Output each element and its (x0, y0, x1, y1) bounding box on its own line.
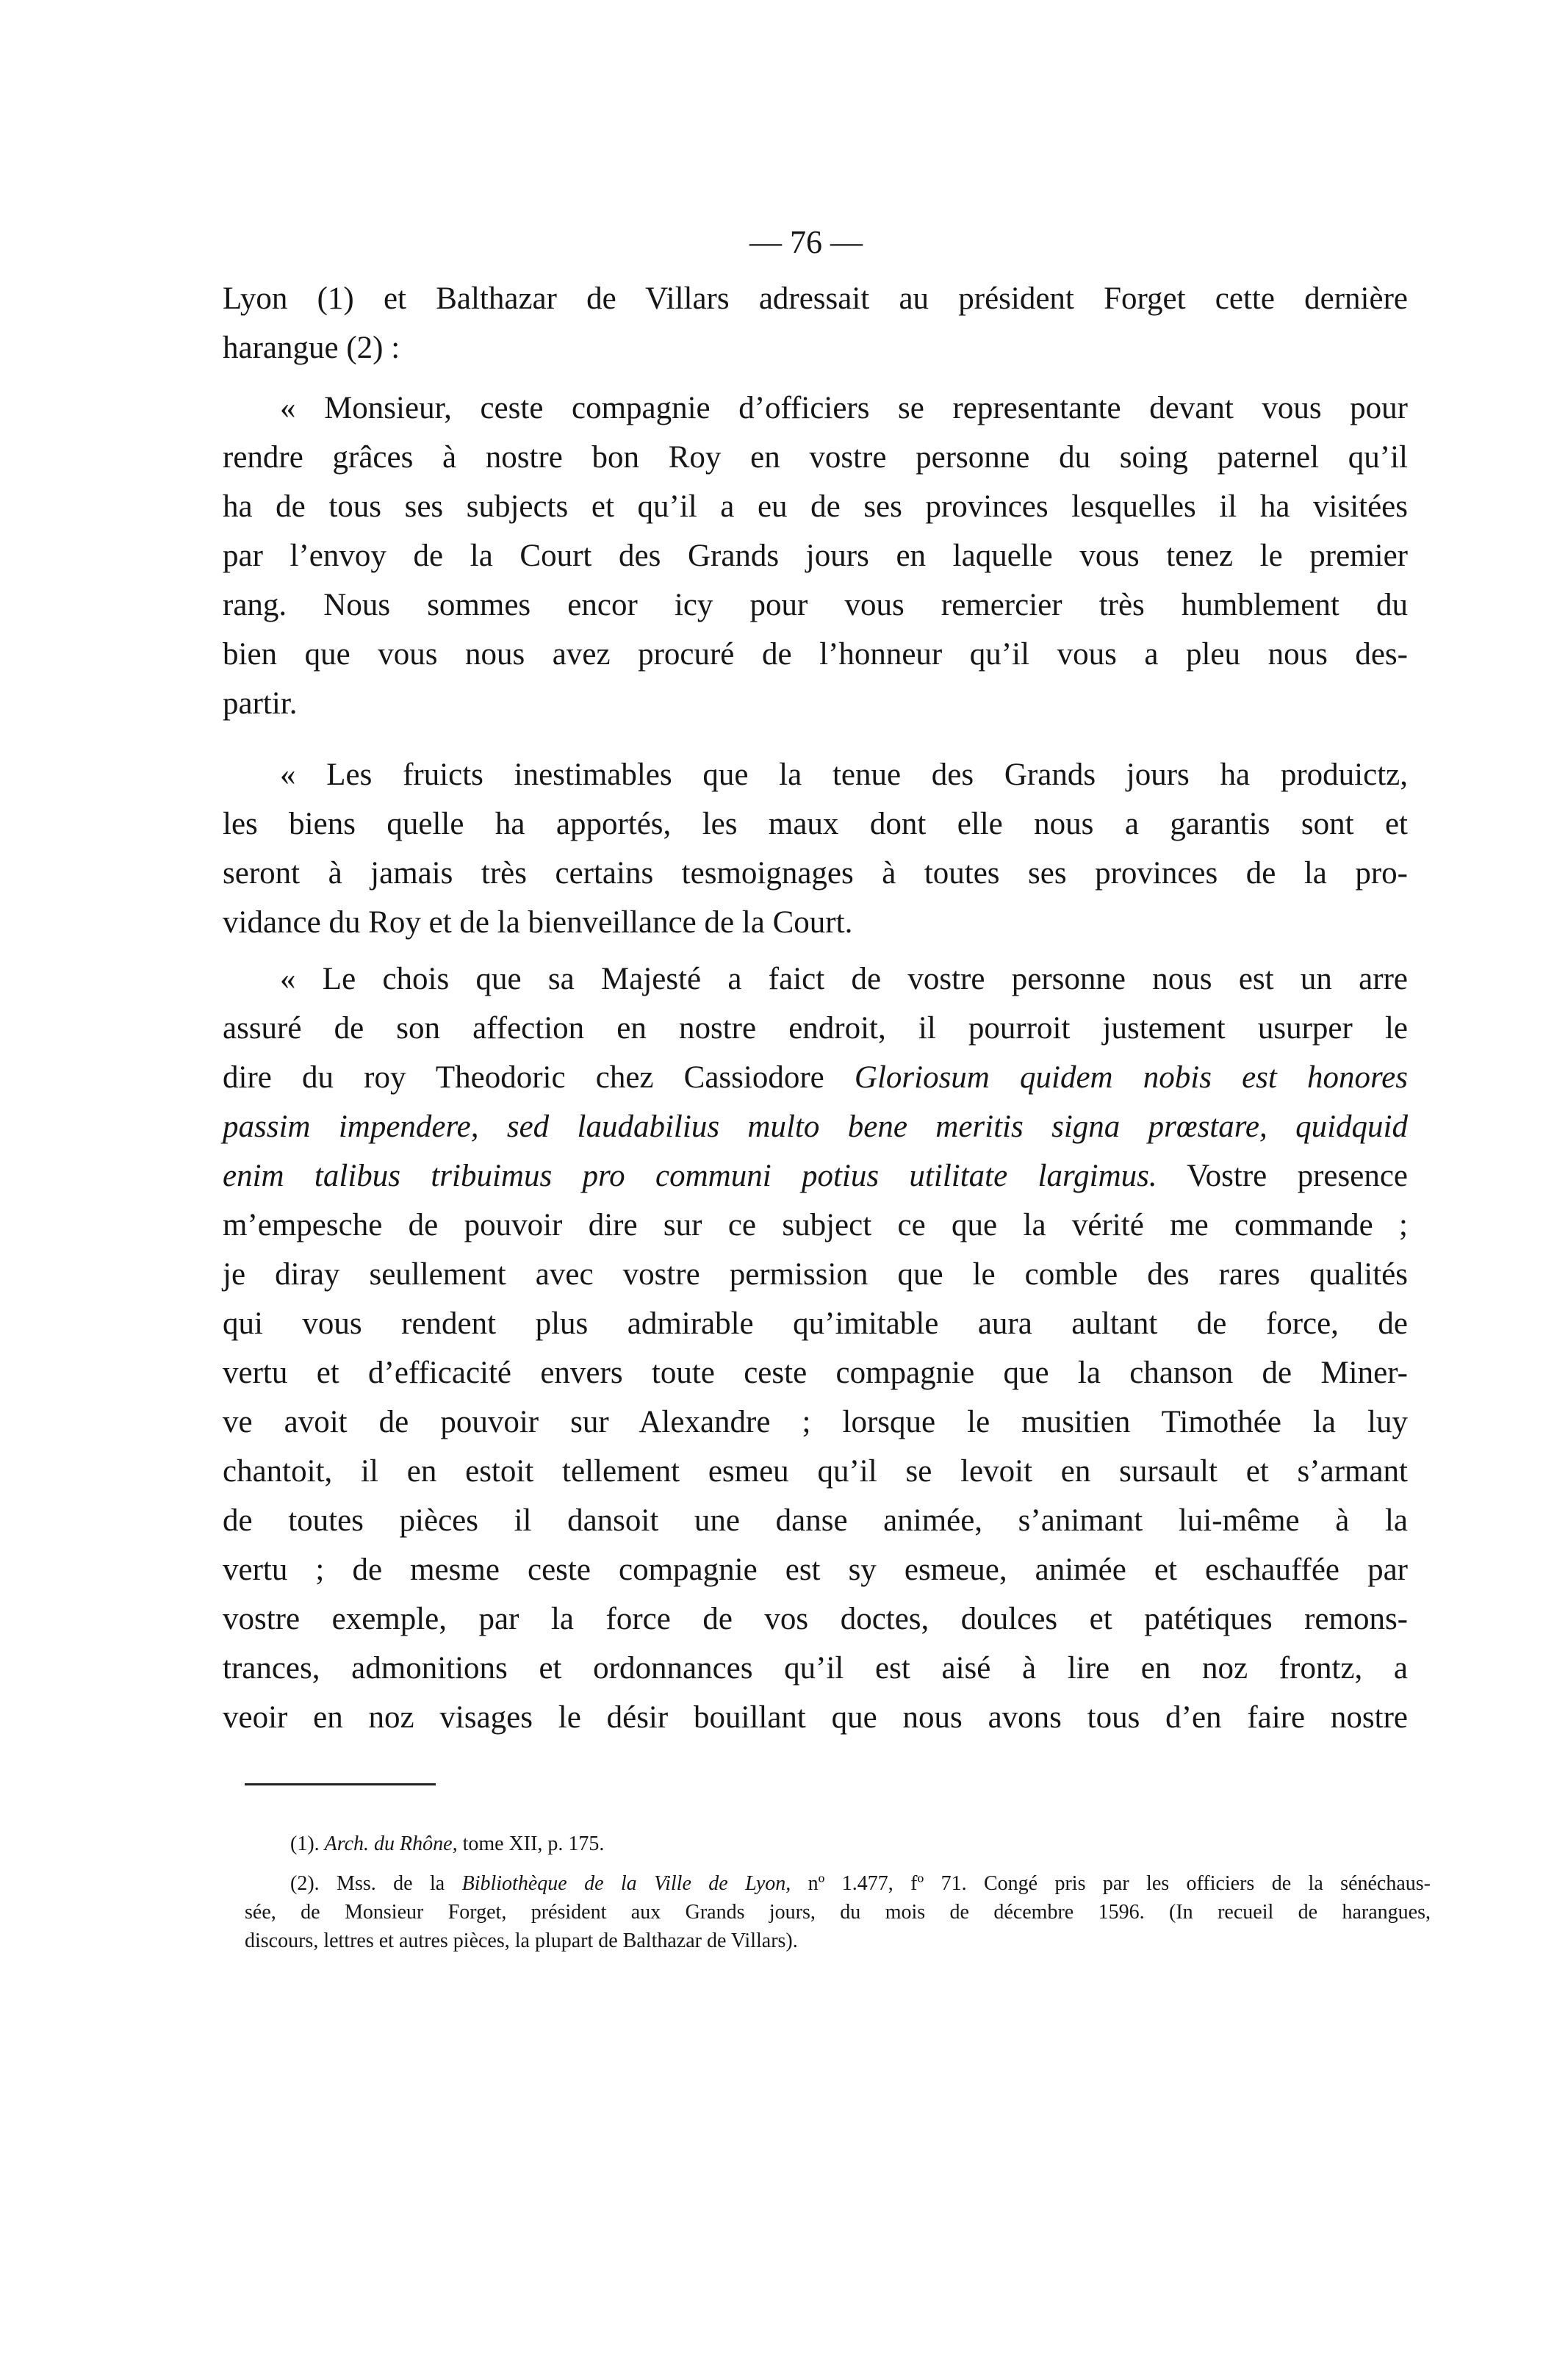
text-run: veoir en noz visages le désir bouillant que nous avons tous d’en faire nostre (223, 1700, 1408, 1735)
text-run: « Le chois que sa Majesté a faict de vostre personne nous est un arre (280, 962, 1408, 996)
text-run: sée, de Monsieur Forget, président aux Grands jours, du mois de décembre 1596. (In recueil de harangues, (245, 1901, 1431, 1924)
text-run: vertu et d’efficacité envers toute ceste compagnie que la chanson de Miner- (223, 1356, 1408, 1390)
text-run: harangue (2) : (223, 331, 400, 365)
text-run: de toutes pièces il dansoit une danse animée, s’animant lui-même à la (223, 1503, 1408, 1538)
footnote (245, 1869, 1431, 1955)
text-line (223, 1496, 1408, 1545)
text-run: trances, admonitions et ordonnances qu’il est aisé à lire en noz frontz, a (223, 1651, 1408, 1686)
text-line (223, 1299, 1408, 1348)
text-line (223, 954, 1408, 1004)
text-line (223, 274, 1408, 323)
text-line (223, 679, 1408, 728)
text-line (245, 1869, 1431, 1898)
text-run: les biens quelle ha apportés, les maux dont elle nous a garantis sont et (223, 807, 1408, 841)
italic-text: Gloriosum quidem nobis est honores (854, 1060, 1408, 1095)
text-run: Vostre presence (1157, 1159, 1408, 1193)
text-run: rendre grâces à nostre bon Roy en vostre personne du soing paternel qu’il (223, 440, 1408, 475)
text-line (223, 1102, 1408, 1151)
text-line (223, 750, 1408, 799)
text-line (223, 898, 1408, 947)
text-line (223, 630, 1408, 679)
text-line (223, 531, 1408, 580)
text-line (223, 1151, 1408, 1201)
text-line (223, 1004, 1408, 1053)
text-line (223, 482, 1408, 531)
paragraph (223, 384, 1408, 728)
text-run: tome XII, p. 175. (457, 1832, 605, 1855)
text-line (223, 323, 1408, 373)
text-run: Lyon (1) et Balthazar de Villars adressait au président Forget cette dernière (223, 281, 1408, 316)
text-line (223, 1250, 1408, 1299)
text-line (245, 1830, 1431, 1858)
paragraph (223, 274, 1408, 373)
text-line (223, 1693, 1408, 1742)
text-run: chantoit, il en estoit tellement esmeu qu’il se levoit en sursault et s’armant (223, 1454, 1408, 1489)
italic-text: Bibliothèque de la Ville de Lyon, (461, 1872, 791, 1895)
text-run: « Les fruicts inestimables que la tenue des Grands jours ha produictz, (280, 758, 1408, 792)
text-line (223, 384, 1408, 433)
text-run: m’empesche de pouvoir dire sur ce subject ce que la vérité me commande ; (223, 1208, 1408, 1242)
text-line (223, 433, 1408, 482)
text-run: (1). (290, 1832, 325, 1855)
text-run: partir. (223, 686, 298, 721)
text-line (223, 1545, 1408, 1594)
body-text (223, 274, 1408, 1742)
text-line (223, 1644, 1408, 1693)
text-run: dire du roy Theodoric chez Cassiodore (223, 1060, 855, 1095)
footnotes (245, 1830, 1431, 1955)
text-run: rang. Nous sommes encor icy pour vous remercier très humblement du (223, 588, 1408, 622)
footnote (245, 1830, 1431, 1858)
text-run: nº 1.477, fº 71. Congé pris par les officiers de la sénéchaus- (791, 1872, 1431, 1895)
text-run: vostre exemple, par la force de vos doctes, doulces et patétiques remons- (223, 1602, 1408, 1636)
text-line (223, 1398, 1408, 1447)
text-run: par l’envoy de la Court des Grands jours en laquelle vous tenez le premier (223, 539, 1408, 573)
text-run: vertu ; de mesme ceste compagnie est sy esmeue, animée et eschauffée par (223, 1553, 1408, 1587)
text-run: ha de tous ses subjects et qu’il a eu de ses provinces lesquelles il ha visitées (223, 489, 1408, 524)
text-run: (2). Mss. de la (290, 1872, 462, 1895)
italic-text: enim talibus tribuimus pro communi potius utilitate largimus. (223, 1159, 1157, 1193)
text-run: bien que vous nous avez procuré de l’honneur qu’il vous a pleu nous des- (223, 637, 1408, 672)
text-run: « Monsieur, ceste compagnie d’officiers se representante devant vous pour (280, 391, 1408, 425)
text-run: discours, lettres et autres pièces, la plupart de Balthazar de Villars). (245, 1929, 798, 1952)
text-run: assuré de son affection en nostre endroit, il pourroit justement usurper le (223, 1011, 1408, 1046)
text-line (223, 1201, 1408, 1250)
footnote-separator (245, 1783, 436, 1785)
text-run: je diray seullement avec vostre permission que le comble des rares qualités (223, 1257, 1408, 1292)
paragraph (223, 954, 1408, 1742)
text-line (223, 580, 1408, 630)
text-line (223, 1348, 1408, 1398)
text-line (223, 1053, 1408, 1102)
text-line (223, 849, 1408, 898)
page-number: — 76 — (749, 224, 863, 260)
paragraph (223, 750, 1408, 947)
text-line (245, 1927, 1431, 1955)
italic-text: passim impendere, sed laudabilius multo bene meritis signa prœstare, quidquid (223, 1109, 1408, 1144)
text-line (223, 799, 1408, 849)
italic-text: Arch. du Rhône, (324, 1832, 458, 1855)
text-line (223, 1447, 1408, 1496)
text-run: seront à jamais très certains tesmoignages à toutes ses provinces de la pro- (223, 856, 1408, 891)
text-line (223, 1594, 1408, 1644)
text-run: qui vous rendent plus admirable qu’imitable aura aultant de force, de (223, 1306, 1408, 1341)
text-line (245, 1898, 1431, 1927)
text-run: vidance du Roy et de la bienveillance de la Court. (223, 905, 853, 940)
text-run: ve avoit de pouvoir sur Alexandre ; lorsque le musitien Timothée la luy (223, 1405, 1408, 1439)
